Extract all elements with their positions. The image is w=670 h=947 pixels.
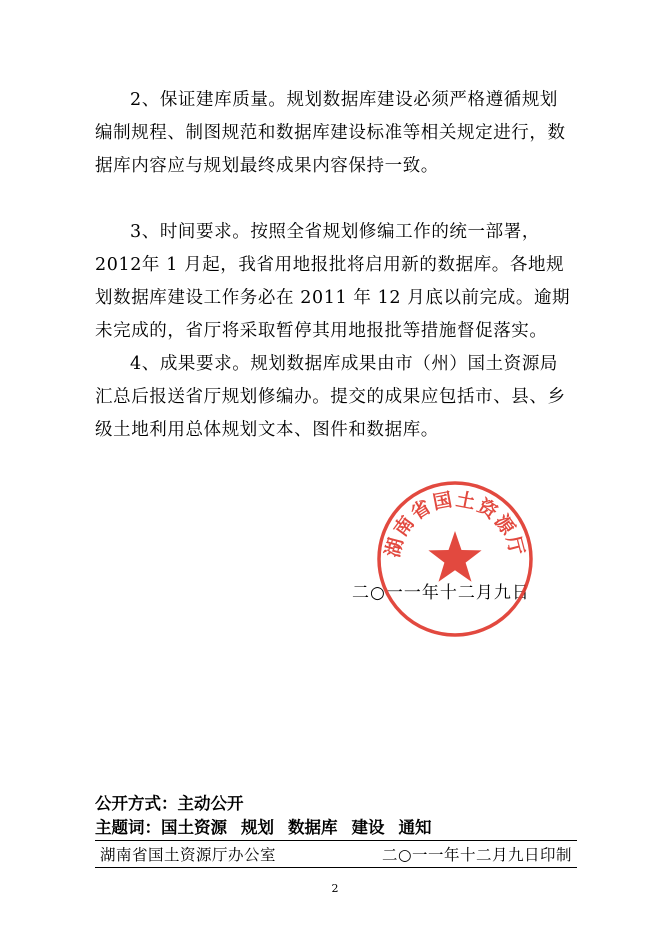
footer-top-rule (95, 840, 577, 841)
keyword: 规划 (241, 818, 274, 837)
keywords-label: 主题词： (95, 818, 161, 837)
footer-bottom-rule (95, 867, 577, 868)
seal-text: 湖南省国土资源厅 (381, 488, 529, 560)
keyword: 数据库 (288, 818, 338, 837)
disclosure-mode: 公开方式：主动公开 (95, 794, 244, 813)
keyword: 国土资源 (161, 818, 227, 837)
official-seal-icon (375, 479, 535, 639)
paragraph-timeline: 3、时间要求。按照全省规划修编工作的统一部署，2012年 1 月起，我省用地报批将启用新的数据库。各地规划数据库建设工作务必在 2011 年 12 月底以前完成。逾期未完成的，省厅将采取暂停其用地报批等措施督促落实。 (95, 222, 571, 341)
paragraph-quality: 2、保证建库质量。规划数据库建设必须严格遵循规划编制规程、制图规范和数据库建设标准等相关规定进行，数据库内容应与规划最终成果内容保持一致。 (95, 90, 566, 176)
paragraph-deliverables: 4、成果要求。规划数据库成果由市（州）国土资源局汇总后报送省厅规划修编办。提交的成果应包括市、县、乡级土地利用总体规划文本、图件和数据库。 (95, 354, 566, 440)
keywords-line (95, 814, 446, 838)
issuing-office: 湖南省国土资源厅办公室 (100, 846, 277, 864)
print-date: 二○一一年十二月九日印制 (381, 846, 572, 864)
keyword: 建设 (351, 818, 385, 837)
keyword: 通知 (398, 818, 432, 837)
page-number: 2 (331, 882, 339, 895)
signature-date: 二○一一年十二月九日 (352, 583, 530, 603)
